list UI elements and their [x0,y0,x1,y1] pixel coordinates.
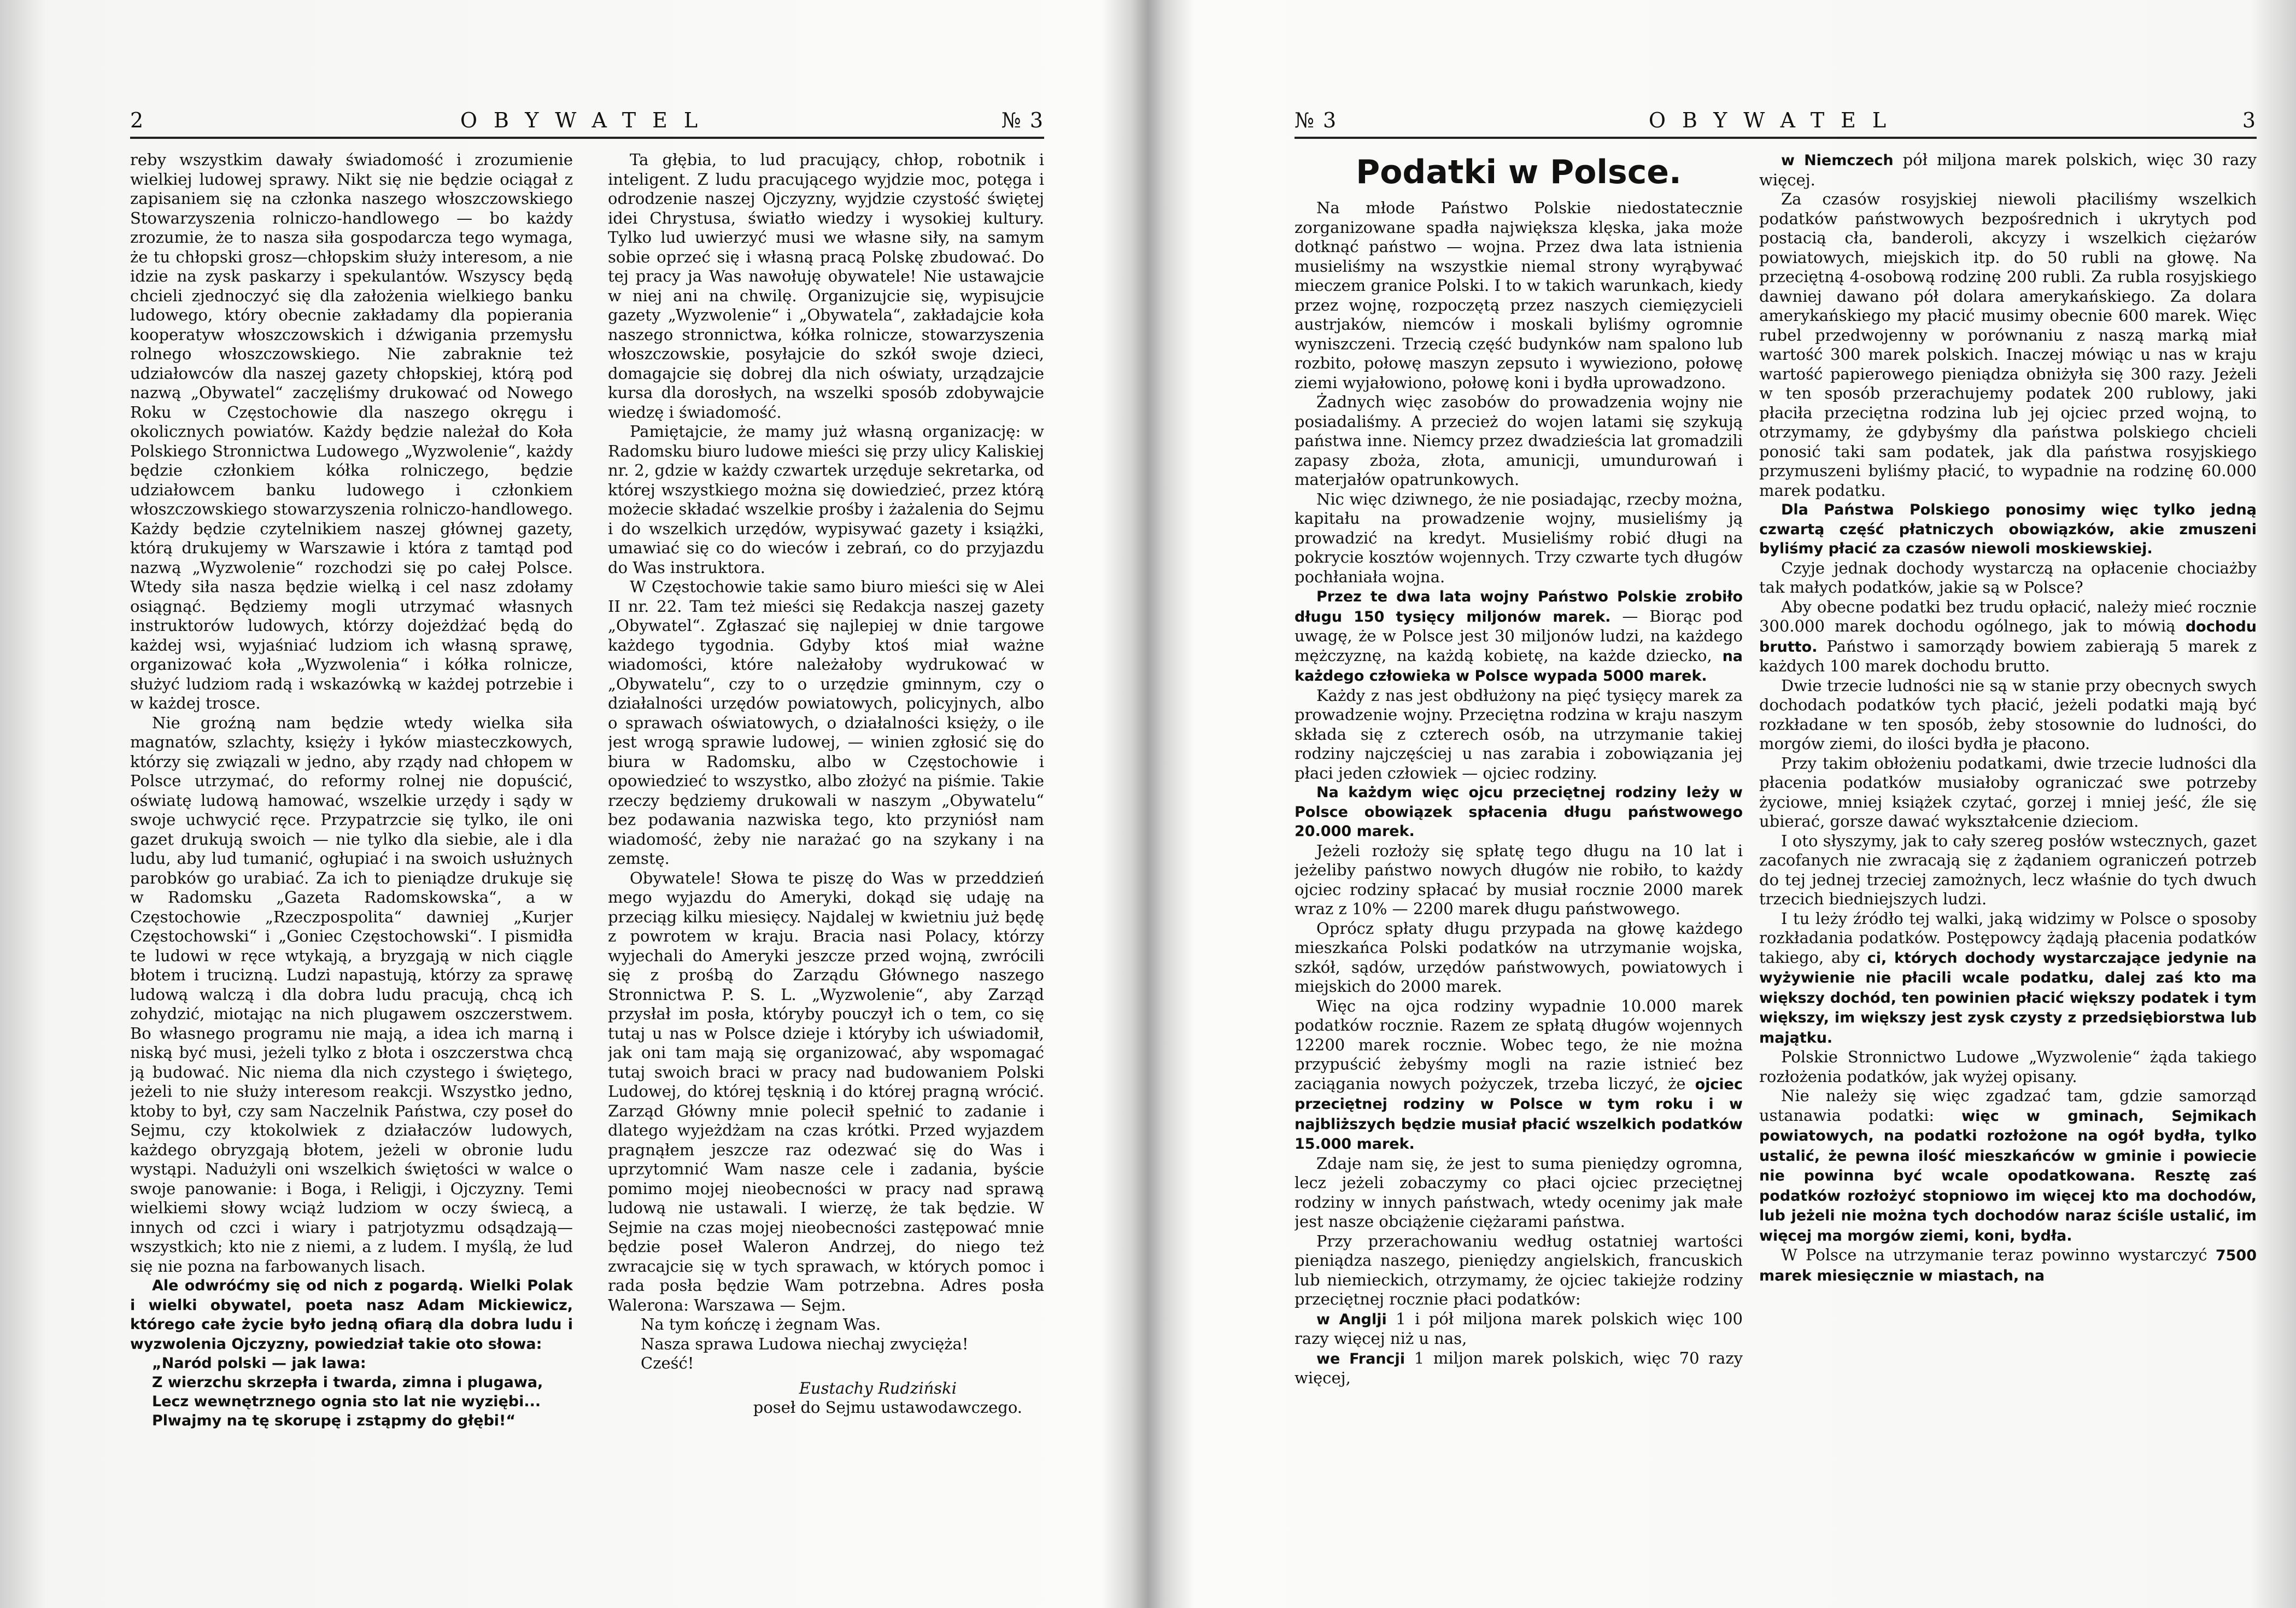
paragraph: Nie groźną nam będzie wtedy wielka siła magnatów, szlachty, księży i łyków miasteczkowych, którzy się związali w jedno, aby rządy nad chłopem w Polsce utrzymać, do reformy rolnej nie dopuścić, oświatę ludową hamować, wszelkie urzędy i sądy w swoje uchwycić ręce. Przypatrzcie się tylko, ile oni gazet drukują swoich — nie tylko dla siebie, ale i dla ludu, aby lud tumanić, ogłupiać i na swoich usłużnych parobków go urabiać. Za ich to pieniądze drukuje się w Radomsku „Gazeta Radomskowska“, a w Częstochowie „Rzeczpospolita“ dawniej „Kurjer Częstochowski“ i „Goniec Częstochowski“. I pismidła te ludowi w ręce wtykają, a bryzgają w nich ciągle błotem i trucizną. Ludzi napastują, którzy za sprawę ludową walczą i dla dobra ludu pracują, chcą ich zohydzić, miotając na nich plugawem oszczerstwem. Bo własnego programu nie mają, a idea ich marną i niską być musi, jeżeli tylko z błota i oszczerstwa chcą ją budować. Nic niema dla nich czystego i świętego, jeżeli to nie służy interesom reakcji. Wszystko jedno, ktoby to był, czy sam Naczelnik Państwa, czy poseł do Sejmu, czy ktokolwiek z działaczów ludowych, każdego obryzgają błotem, jeżeli w obronie ludu wystąpi. Nadużyli oni wszelkich świętości w walce o swoje panowanie: i Boga, i Religji, i Ojczyzny. Temi wielkiemi słowy wciąż ludziom w oczy świecą, a innych od czci i wiary i patrjotyzmu odsądzają—wszystkich; kto nie z niemi, a z ludem. I myślą, że lud się nie pozna na farbowanych lisach. [130,713,573,1276]
text: Państwo i samorządy bowiem zabierają 5 marek z każdych 100 marek dochodu brutto. [1759,636,2257,675]
paragraph: Obywatele! Słowa te piszę do Was w przeddzień mego wyjazdu do Ameryki, dokąd się udaję na przeciąg kilku miesięcy. Najdalej w kwietniu już będę z powrotem w kraju. Bracia nasi Polacy, którzy wyjechali do Ameryki jeszcze przed wojną, zwrócili się z prośbą do Zarządu Głównego naszego Stronnictwa P. S. L. „Wyzwolenie“, aby Zarząd przysłał im posła, któryby pouczył ich o tem, co się tutaj u nas w Polsce dzieje i któryby ich uświadomił, jak oni tam mają się organizować, aby wspomagać tutaj swoich braci w pracy nad budowaniem Polski Ludowej, do której tęsknią i do której pragną wrócić. Zarząd Główny mnie polecił spełnić to zadanie i dlatego wyjeżdżam na czas krótki. Przed wyjazdem pragnąłem jeszcze raz odezwać się do Was i uprzytomnić Wam nasze cele i zadania, byście pomimo mojej nieobecności w pracy nad sprawą ludową nie ustawali. I wierzę, że tak będzie. W Sejmie na czas mojej nieobecności zastępować mnie będzie poseł Waleron Andrzej, do niego też zwracajcie się w tych sprawach, w których pomoc i rada posła będzie Wam potrzebna. Adres posła Walerona: Warszawa — Sejm. [608,868,1044,1314]
signature-role: poseł do Sejmu ustawodawczego. [753,1398,1022,1417]
bold-text: na każdego człowieka w Polsce wypada 5000 marek. [1295,647,1743,685]
paragraph [1295,997,1743,1154]
paragraph [1759,1246,2257,1285]
bold-text: ci, których dochody wystarczające jedynie na wyżywienie nie płacili wcale podatku, dalej zaś kto ma większy dochód, ten powinien płacić większy podatek i tym większy, im większy jest zysk czysty z przedsiębiorstwa lub majątku. [1759,949,2257,1046]
paragraph: Czyje jednak dochody wystarczą na opłacenie chociażby tak małych podatków, jakie są w Polsce? [1759,558,2257,597]
paragraph [1759,909,2257,1048]
page-number: 3 [2242,108,2257,132]
paragraph: W Częstochowie takie samo biuro mieści się w Alei II nr. 22. Tam też mieści się Redakcja naszej gazety „Obywatel“. Zgłaszać się najlepiej w dnie targowe każdego tygodnia. Gdyby ktoś miał ważne wiadomości, które należałoby wydrukować w „Obywatelu“, czy to o urzędzie gminnym, czy o działalności urzędów powiatowych, policyjnych, albo o sprawach oświatowych, o działalności księży, o ile jest wrogą sprawie ludowej, — winien zgłosić się do biura w Radomsku, albo w Częstochowie i opowiedzieć to wszystko, albo złożyć na piśmie. Takie rzeczy będziemy drukowali w naszym „Obywatelu“ bez podawania nazwiska tego, kto przyniósł nam wiadomość, żeby nie narażać go na szykany i na zemstę. [608,577,1044,868]
paragraph: reby wszystkim dawały świadomość i zrozumienie wielkiej ludowej sprawy. Nikt się nie będzie ociągał z zapisaniem się na członka naszego włoszczowskiego Stowarzyszenia rolniczo-handlowego — bo każdy zrozumie, że to nasza siła gospodarcza tego wymaga, że tu chłopski grosz—chłopskim służy interesom, a nie idzie na zysk paskarzy i spekulantów. Wszyscy będą chcieli zjednoczyć się dla założenia wielkiego banku ludowego, który obecnie zakładamy dla popierania kooperatyw włoszczowskich i dźwigania przemysłu rolnego włoszczowskiego. Nie zabraknie też udziałowców dla naszej gazety chłopskiej, którą pod nazwą „Obywatel“ zaczęliśmy drukować od Nowego Roku w Częstochowie dla naszego okręgu i okolicznych powiatów. Każdy będzie należał do Koła Polskiego Stronnictwa Ludowego „Wyzwolenie“, każdy będzie członkiem kółka rolniczego, będzie udziałowcem banku ludowego i członkiem włoszczowskiego stowarzyszenia rolniczo-handlowego. Każdy będzie czytelnikiem naszej głównej gazety, którą drukujemy w Warszawie i która z tamtąd pod nazwą „Wyzwolenie“ rozchodzi się po całej Polsce. Wtedy siła nasza będzie wielką i cel nasz zdołamy osiągnąć. Będziemy mogli utrzymać własnych instruktorów ludowych, którzy dojeżdżać będą do każdej wsi, wyjaśniać ludziom ich własną sprawę, organizować koła „Wyzwolenia“ i kółka rolnicze, służyć ludziom radą i wskazówką w każdej potrzebie i w każdej trosce. [130,150,573,712]
paragraph: Na młode Państwo Polskie niedostatecznie zorganizowane spadła największa klęska, jaka może dotknąć państwo — wojna. Przez dwa lata istnienia musieliśmy na wszystkie niemal strony wyrąbywać mieczem granice Polski. I to w takich warunkach, kiedy przez wojnę, rozpoczętą przez naszych ciemięzycieli austrjaków, niemców i moskali byliśmy ogromnie wyniszczeni. Trzecią część budynków nam spalono lub rozbito, połowę maszyn zepsuto i wywieziono, połowę ziemi wyjałowiono, połowę koni i bydła uprowadzono. [1295,198,1743,392]
text: Aby obecne podatki bez trudu opłacić, należy mieć rocznie 300.000 marek dochodu ogólnego, jak to mówią [1759,597,2257,635]
paragraph: Jeżeli rozłoży się spłatę tego długu na 10 lat i jeżeliby państwo nowych długów nie robiło, to każdy ojciec rodziny spłacać by musiał rocznie 2000 marek wraz z 10% — 2200 marek długu państwowego. [1295,841,1743,918]
left-column-2 [608,150,1044,1521]
issue-number: № 3 [1001,108,1044,132]
paragraph: Zdaje nam się, że jest to suma pieniędzy ogromna, lecz jeżeli zobaczymy co płaci ojciec przeciętnej rodziny w innych państwach, wtedy ocenimy jak małe jest nasze obciążenie ciężarami państwa. [1295,1154,1743,1231]
paragraph [1295,1309,1743,1349]
article-headline: Podatki w Polsce. [1356,153,1682,191]
paragraph: Pamiętajcie, że mamy już własną organizację: w Radomsku biuro ludowe mieści się przy ulicy Kaliskiej nr. 2, gdzie w każdy czwartek urzęduje sekretarka, od której wszystkiego można się dowiedzieć, przez którą możecie składać wszelkie prośby i żażalenia do Sejmu i do wszelkich urzędów, wypisywać gazety i książki, umawiać się co do wieców i zebrań, co do przyjazdu do Was instruktora. [608,422,1044,577]
closing-line: Cześć! [641,1354,694,1372]
bold-text: we Francji [1316,1350,1405,1367]
bold-text: w Niemczech [1781,152,1894,169]
paragraph: Oprócz spłaty długu przypada na głowę każdego mieszkańca Polski podatków na utrzymanie wojska, szkół, sądów, urzędów państwowych, powiatowych i miejskich do 2000 marek. [1295,919,1743,996]
paragraph [1759,598,2257,676]
bold-paragraph: Na każdym więc ojcu przeciętnej rodziny leży w Polsce obowiązek spłacenia długu państwowego 20.000 marek. [1295,784,1743,840]
poem-line: Lecz wewnętrznego ognia sto lat nie wyziębi... [152,1393,541,1410]
signature-name: Eustachy Rudziński [799,1378,957,1398]
text: pół miljona marek polskich, więc 30 razy więcej. [1759,150,2257,189]
left-column-1 [130,150,573,1521]
poem-line: Plwajmy na tę skorupę i zstąpmy do głębi!“ [152,1412,516,1429]
paragraph: Nic więc dziwnego, że nie posiadając, rzecby można, kapitału na prowadzenie wojny, musieliśmy ją prowadzić na kredyt. Musieliśmy robić długi na pokrycie kosztów wojennych. Trzy czwarte tych długów pochłaniała wojna. [1295,489,1743,586]
paragraph: Za czasów rosyjskiej niewoli płaciliśmy wszelkich podatków państwowych bezpośrednich i ukrytych pod postacią cła, banderoli, akcyzy i wszelkich ciężarów powiatowych, miejskich itp. do 50 rubli na głowę. Na przeciętną 4-osobową rodzinę 200 rubli. Za rubla rosyjskiego dawniej dawano pół dolara amerykańskiego. Za dolara amerykańskiego my płacić musimy obecnie 600 marek. Więc rubel przedwojenny w porównaniu z naszą marką miał wartość 300 marek polskich. Inaczej mówiąc u nas w kraju wartość papierowego pieniądza obniżyła się 300 razy. Jeżeli w ten sposób przerachujemy podatek 200 rublowy, jaki płaciła przeciętna rodzina lub jej ojciec przed wojną, to otrzymamy, że gdybyśmy dla państwa polskiego chcieli ponosić taki sam podatek, jak dla państwa rosyjskiego przymuszeni byliśmy płacić, to wypadnie na rodzinę 60.000 marek podatku. [1759,190,2257,500]
paragraph: Przy przerachowaniu według ostatniej wartości pieniądza naszego, pieniędzy angielskich, francuskich lub niemieckich, otrzymamy, że ojciec takiejże rodziny przeciętnej rocznie płaci podatków: [1295,1231,1743,1308]
page-gutter [1132,0,1164,1608]
bold-text: ojciec przeciętnej rodziny w Polsce w tym roku i w najbliższych będzie musiał płacić wszelkich podatków 15.000 marek. [1295,1075,1743,1153]
text: I tu leży źródło tej walki, jaką widzimy w Polsce o sposoby rozkładania podatków. Postępowcy żądają płacenia podatków takiego, aby [1759,909,2257,967]
paragraph: Polskie Stronnictwo Ludowe „Wyzwolenie“ żąda takiego rozłożenia podatków, jak wyżej opisany. [1759,1048,2257,1086]
bold-text: 7500 marek miesięcznie w miastach, na [1759,1247,2257,1284]
closing-lines [608,1315,1044,1373]
right-page [1164,0,2296,1608]
closing-line: Na tym kończę i żegnam Was. [641,1315,881,1334]
paragraph: I oto słyszymy, jak to cały szereg posłów wstecznych, gazet zacofanych nie zwracają się z żądaniem ograniczeń potrzeb do tej jednej trzeciej zamożnych, lecz właśnie do tych dwuch trzecich biedniejszych ludzi. [1759,831,2257,908]
masthead: OBYWATEL [460,108,714,132]
text: W Polsce na utrzymanie teraz powinno wystarczyć [1781,1246,2207,1264]
paragraph [1759,150,2257,190]
text: — Biorąc pod uwagę, że w Polsce jest 30 miljonów ludzi, na każdego mężczyznę, na każdą kobietę, na każde dziecko, [1295,606,1743,665]
paragraph: Ta głębia, to lud pracujący, chłop, robotnik i inteligent. Z ludu pracującego wyjdzie moc, potęga i odrodzenie naszej Ojczyzny, wyjdzie czystość świętej idei Chrystusa, światło wiedzy i wysokiej kultury. Tylko lud uwierzyć musi we własne siły, na samym sobie oprzeć się i własną pracą Polskę zbudować. Do tej pracy ja Was nawołuję obywatele! Nie ustawajcie w niej ani na chwilę. Organizujcie się, wypisujcie gazety „Wyzwolenie“ i „Obywatela“, zakładajcie koła naszego stronnictwa, kółka rolnicze, stowarzyszenia włoszczowskie, posyłajcie do szkół swoje dzieci, domagajcie się dobrej dla nich oświaty, urządzajcie kursa dla dorosłych, na wszelki sposób zdobywajcie wiedzę i świadomość. [608,150,1044,422]
text: Nie należy się więc zgadzać tam, gdzie samorząd ustanawia podatki: [1759,1086,2257,1125]
bold-paragraph: Ale odwróćmy się od nich z pogardą. Wielki Polak i wielki obywatel, poeta nasz Adam Mickiewicz, którego całe życie było jedną ofiarą dla dobra ludu i wyzwolenia Ojczyzny, powiedział takie oto słowa: [130,1277,573,1353]
poem-line: „Naród polski — jak lawa: [152,1355,366,1372]
right-column-2 [1759,150,2257,1521]
paragraph: Dwie trzecie ludności nie są w stanie przy obecnych swych dochodach podatków tych płacić, jeżeli podatki mają być rozkładane w ten sposób, żeby stosownie do ludności, do morgów ziemi, do ilości bydła je płacono. [1759,676,2257,753]
left-page-header [130,104,1044,139]
page-number: 2 [130,108,145,132]
paragraph: Żadnych więc zasobów do prowadzenia wojny nie posiadaliśmy. A przecież do wojen latami się szykują państwa inne. Niemcy przez dwadzieścia lat gromadzili zapasy zboża, złota, amunicji, umundurowań i materjałów opatrunkowych. [1295,393,1743,489]
bold-text: w Anglji [1316,1311,1387,1328]
poem-line: Z wierzchu skrzepła i twarda, zimna i plugawa, [152,1374,543,1391]
bold-paragraph: Dla Państwa Polskiego ponosimy więc tylko jedną czwartą część płatniczych obowiązków, akie zmuszeni byliśmy płacić za czasów niewoli moskiewskiej. [1759,501,2257,557]
bold-text: Przez te dwa lata wojny Państwo Polskie zrobiło długu 150 tysięcy miljonów marek. [1295,588,1743,625]
right-column-1 [1295,150,1743,1521]
text: Więc na ojca rodziny wypadnie 10.000 marek podatków rocznie. Razem ze spłatą długów wojennych 12200 marek rocznie. Wobec tego, że nie można przypuścić żebyśmy mogli na razie istnieć bez zaciągania nowych pożyczek, trzeba liczyć, że [1295,996,1743,1093]
issue-number: № 3 [1295,108,1338,132]
text: 1 i pół miljona marek polskich więc 100 razy więcej niż u nas, [1295,1309,1743,1348]
left-page [0,0,1132,1608]
paragraph [1295,587,1743,686]
bold-text: dochodu brutto. [1759,618,2257,656]
paragraph [1295,1349,1743,1388]
paragraph: Każdy z nas jest obdłużony na pięć tysięcy marek za prowadzenie wojny. Przeciętna rodzina w kraju naszym składa się z czterech osób, na utrzymanie takiej rodziny najczęściej u nas zarabia i zobowiązania jej płaci jeden człowiek — ojciec rodziny. [1295,686,1743,782]
closing-line: Nasza sprawa Ludowa niechaj zwycięża! [641,1334,969,1353]
paragraph: Przy takim obłożeniu podatkami, dwie trzecie ludności dla płacenia podatków musiałoby ograniczać swe potrzeby życiowe, mniej książek czytać, gorzej i mniej jeść, źle się ubierać, gorsze dawać wykształcenie dzieciom. [1759,753,2257,831]
text: 1 miljon marek polskich, więc 70 razy więcej, [1295,1348,1743,1387]
right-page-header [1295,104,2257,139]
poem-quote [152,1354,573,1430]
masthead: OBYWATEL [1648,108,1903,132]
bold-text: więc w gminach, Sejmikach powiatowych, na podatki rozłożone na ogół bydła, tylko ustalić, że pewna ilość mieszkańców w gminie i powiecie nie powinna być wcale opodatkowana. Resztę zaś podatków rozłożyć stopniowo im więcej kto ma dochodów, lub jeżeli nie można tych dochodów naraz ściśle ustalić, im więcej ma morgów ziemi, koni, bydła. [1759,1107,2257,1244]
paragraph [1759,1086,2257,1246]
